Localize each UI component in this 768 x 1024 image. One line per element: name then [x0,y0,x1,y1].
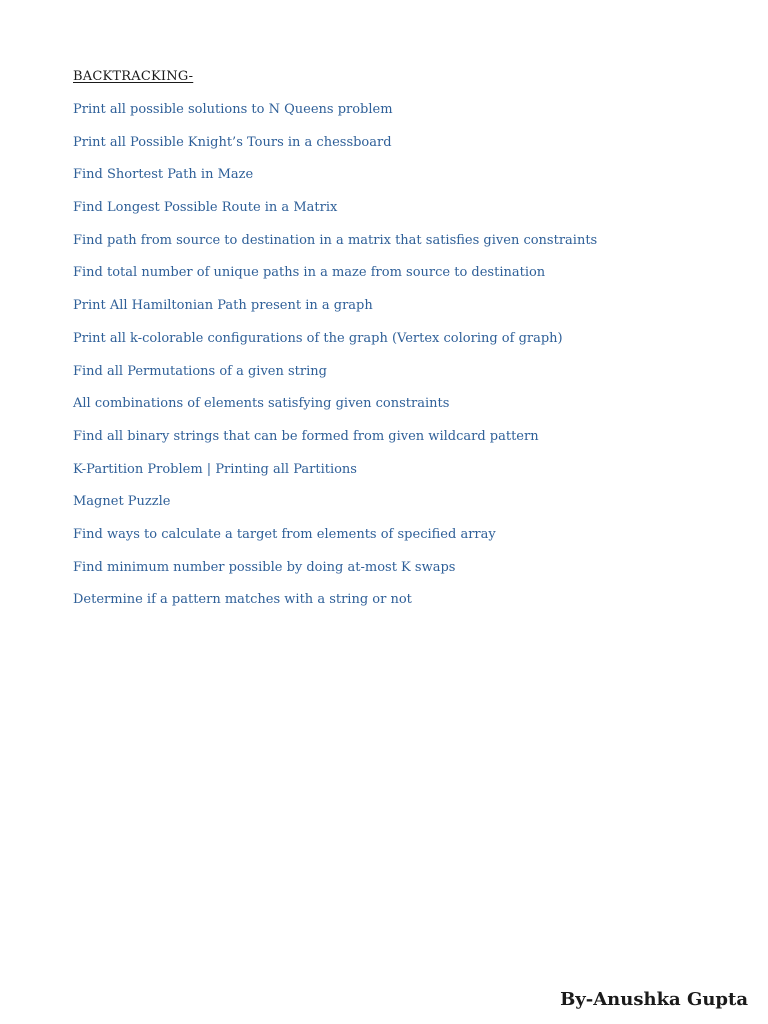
section-heading: BACKTRACKING- [73,69,194,84]
topic-link[interactable]: All combinations of elements satisfying given constraints [73,396,450,412]
topic-link[interactable]: Print all Possible Knight’s Tours in a chessboard [73,134,392,150]
topic-link[interactable]: Find Shortest Path in Maze [73,167,254,183]
topic-link[interactable]: Find total number of unique paths in a maze from source to destination [73,265,546,281]
topic-link[interactable]: Find all Permutations of a given string [73,363,327,379]
author-signature: By-Anushka Gupta [560,989,748,1010]
topic-link[interactable]: Print all possible solutions to N Queens problem [73,102,393,117]
topic-list [73,101,597,624]
topic-link[interactable]: K-Partition Problem | Printing all Partitions [73,461,357,477]
topic-link[interactable]: Print all k-colorable configurations of the graph (Vertex coloring of graph) [73,330,563,346]
topic-link[interactable]: Find minimum number possible by doing at-most K swaps [73,559,456,575]
topic-link[interactable]: Determine if a pattern matches with a string or not [73,592,412,608]
topic-link[interactable]: Find path from source to destination in a matrix that satisfies given constraints [73,232,598,248]
topic-link[interactable]: Print All Hamiltonian Path present in a graph [73,298,373,314]
topic-link[interactable]: Find Longest Possible Route in a Matrix [73,200,338,216]
topic-link[interactable]: Find ways to calculate a target from elements of specified array [73,526,496,542]
topic-link[interactable]: Find all binary strings that can be formed from given wildcard pattern [73,428,539,444]
topic-link[interactable]: Magnet Puzzle [73,494,171,510]
